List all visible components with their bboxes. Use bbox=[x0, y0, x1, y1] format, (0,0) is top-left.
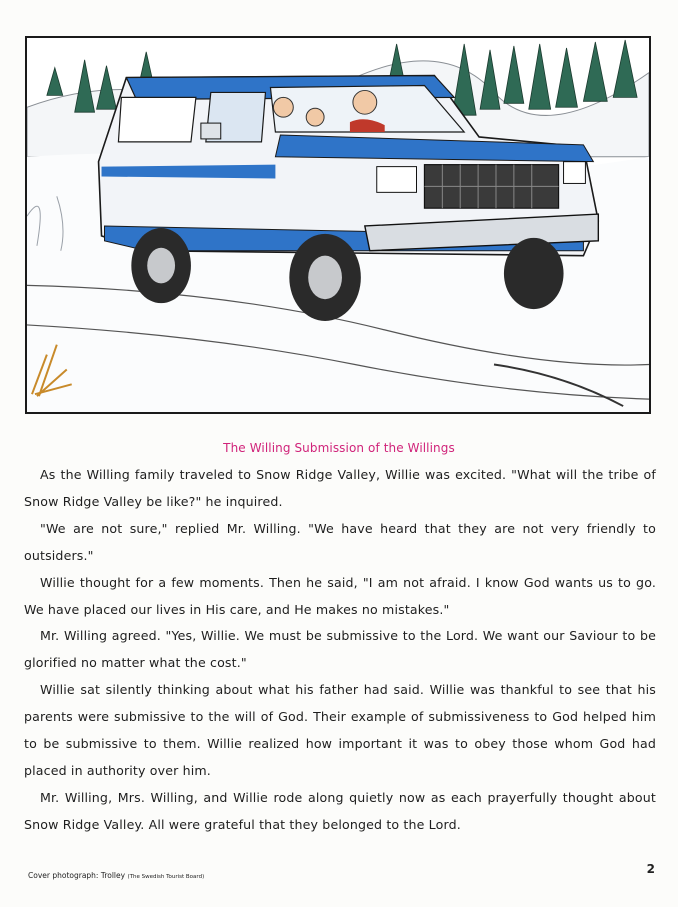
story-title: The Willing Submission of the Willings bbox=[223, 441, 455, 455]
page-number: 2 bbox=[646, 862, 655, 876]
story-paragraph: Mr. Willing, Mrs. Willing, and Willie rode along quietly now as each prayerfully thought about Snow Ridge Valley. All were grateful that they belonged to the Lord. bbox=[24, 789, 656, 832]
story-paragraph: Mr. Willing agreed. "Yes, Willie. We must be submissive to the Lord. We want our Saviour to be glorified no matter what the cost." bbox=[24, 628, 656, 671]
story-illustration bbox=[25, 36, 651, 414]
credit-source: (The Swedish Tourist Board) bbox=[127, 874, 205, 880]
truck-in-snow-illustration bbox=[27, 38, 649, 412]
story-body bbox=[24, 462, 656, 839]
cover-photo-credit bbox=[28, 871, 204, 880]
story-paragraph: "We are not sure," replied Mr. Willing. "We have heard that they are not very friendly to outsiders." bbox=[24, 520, 656, 563]
story-paragraph: Willie sat silently thinking about what his father had said. Willie was thankful to see that his parents were submissive to the will of God. Their example of submissiveness to God helped him to be submissive to them. Willie realized how important it was to obey those whom God had placed in authority over him. bbox=[24, 682, 656, 778]
story-paragraph: Willie thought for a few moments. Then he said, "I am not afraid. I know God wants us to go. We have placed our lives in His care, and He makes no mistakes." bbox=[24, 574, 656, 617]
story-paragraph: As the Willing family traveled to Snow Ridge Valley, Willie was excited. "What will the tribe of Snow Ridge Valley be like?" he inquired. bbox=[24, 467, 656, 509]
credit-text: Cover photograph: Trolley bbox=[28, 871, 126, 880]
